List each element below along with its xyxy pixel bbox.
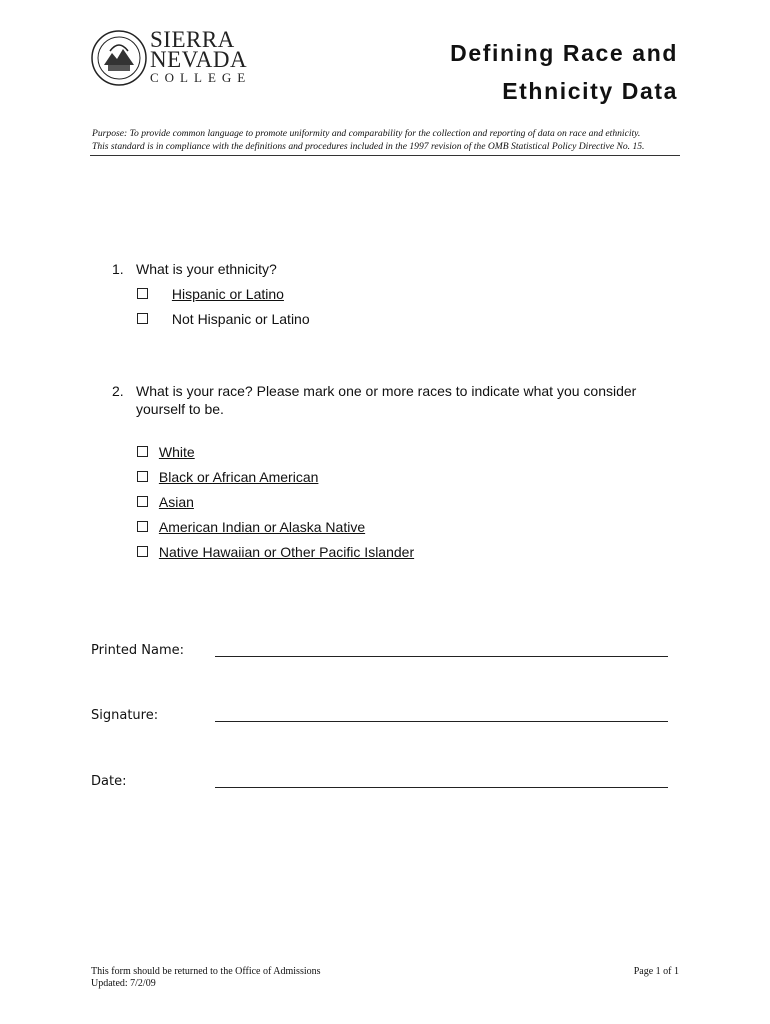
checkbox[interactable] <box>137 446 148 457</box>
checkbox[interactable] <box>137 521 148 532</box>
question-2-text-line-2: yourself to be. <box>136 401 224 417</box>
question-2-number: 2. <box>112 383 124 399</box>
date-label: Date: <box>91 774 127 789</box>
question-race <box>112 383 636 417</box>
option-american-indian-alaska-native[interactable] <box>137 519 365 535</box>
checkbox[interactable] <box>137 471 148 482</box>
option-label: Black or African American <box>158 469 319 485</box>
signature-label: Signature: <box>91 708 159 723</box>
checkbox[interactable] <box>137 288 148 299</box>
option-label: Native Hawaiian or Other Pacific Islander <box>158 544 415 560</box>
option-label: Asian <box>158 494 194 510</box>
question-ethnicity <box>112 261 277 277</box>
checkbox[interactable] <box>137 546 148 557</box>
footer-page-number: Page 1 of 1 <box>633 966 679 977</box>
title-line-1: Defining Race and <box>450 40 678 66</box>
purpose-line-1: Purpose: To provide common language to promote uniformity and comparability for the collection and reporting of data on race and ethnicity. <box>92 128 641 139</box>
option-asian[interactable] <box>137 494 194 510</box>
purpose-line-2: This standard is in compliance with the definitions and procedures included in the 1997 revision of the OMB Statistical Policy Directive No. 15. <box>92 141 645 152</box>
checkbox[interactable] <box>137 496 148 507</box>
printed-name-field[interactable] <box>215 656 668 657</box>
footer-return-note: This form should be returned to the Office of Admissions <box>91 966 321 977</box>
question-1-number: 1. <box>112 261 124 277</box>
question-1-text: What is your ethnicity? <box>136 261 277 277</box>
logo-text-nevada: NEVADA <box>150 47 248 72</box>
option-label: White <box>158 444 195 460</box>
option-hispanic-latino[interactable] <box>137 286 284 302</box>
option-label: American Indian or Alaska Native <box>158 519 366 535</box>
footer-left <box>91 966 321 990</box>
option-white[interactable] <box>137 444 195 460</box>
option-not-hispanic-latino[interactable] <box>137 311 310 327</box>
college-logo <box>90 27 260 95</box>
logo-text-sierra: SIERRA <box>150 27 235 52</box>
option-native-hawaiian-pacific-islander[interactable] <box>137 544 414 560</box>
checkbox[interactable] <box>137 313 148 324</box>
question-2-text-line-1: What is your race? Please mark one or more races to indicate what you consider <box>136 383 637 399</box>
document-title <box>450 34 678 110</box>
option-label: Hispanic or Latino <box>171 286 284 302</box>
logo-text-college: COLLEGE <box>150 70 252 85</box>
title-line-2: Ethnicity Data <box>502 78 678 104</box>
option-label: Not Hispanic or Latino <box>171 311 310 327</box>
footer-updated-date: Updated: 7/2/09 <box>91 978 156 989</box>
header-divider <box>90 155 680 156</box>
option-black-african-american[interactable] <box>137 469 318 485</box>
date-field[interactable] <box>215 787 668 788</box>
purpose-statement <box>92 127 677 153</box>
signature-field[interactable] <box>215 721 668 722</box>
college-seal-icon <box>90 29 148 87</box>
printed-name-label: Printed Name: <box>91 643 185 658</box>
